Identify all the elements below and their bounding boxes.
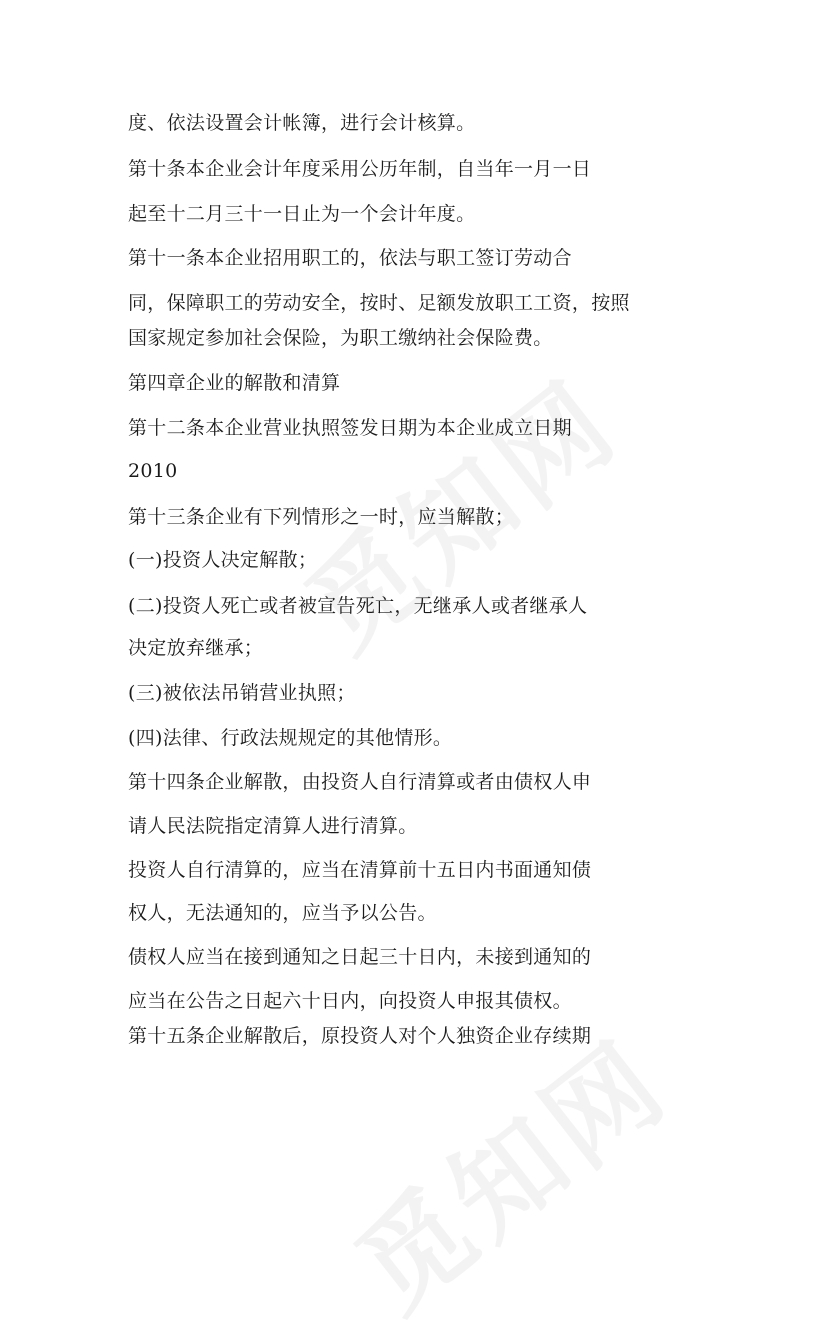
text-line: 国家规定参加社会保险，为职工缴纳社会保险费。 <box>128 327 553 349</box>
text-line: 同，保障职工的劳动安全，按时、足额发放职工工资，按照 <box>128 292 630 314</box>
watermark <box>319 998 695 1340</box>
list-item: (四)法律、行政法规规定的其他情形。 <box>128 727 453 749</box>
text-line: 应当在公告之日起六十日内，向投资人申报其债权。 <box>128 990 572 1012</box>
text-line: 第十二条本企业营业执照签发日期为本企业成立日期 <box>128 417 572 439</box>
text-line: 第十五条企业解散后，原投资人对个人独资企业存续期 <box>128 1025 592 1047</box>
list-item: (三)被依法吊销营业执照； <box>128 682 356 704</box>
text-line: 决定放弃继承； <box>128 637 264 659</box>
list-item: (二)投资人死亡或者被宣告死亡，无继承人或者继承人 <box>128 595 588 617</box>
text-line: 度、依法设置会计帐簿，进行会计核算。 <box>128 112 476 134</box>
text-line: 第十三条企业有下列情形之一时，应当解散； <box>128 506 515 528</box>
text-line: 第十条本企业会计年度采用公历年制，自当年一月一日 <box>128 158 592 180</box>
text-line: 起至十二月三十一日止为一个会计年度。 <box>128 203 476 225</box>
section-heading: 第四章企业的解散和清算 <box>128 372 341 394</box>
text-line: 投资人自行清算的，应当在清算前十五日内书面通知债 <box>128 859 592 881</box>
text-line: 第十四条企业解散，由投资人自行清算或者由债权人申 <box>128 771 592 793</box>
text-line: 请人民法院指定清算人进行清算。 <box>128 815 418 837</box>
text-line: 2010 <box>128 460 178 482</box>
text-line: 权人，无法通知的，应当予以公告。 <box>128 902 437 924</box>
text-line: 债权人应当在接到通知之日起三十日内，未接到通知的 <box>128 946 592 968</box>
list-item: (一)投资人决定解散； <box>128 549 318 571</box>
text-line: 第十一条本企业招用职工的，依法与职工签订劳动合 <box>128 247 572 269</box>
